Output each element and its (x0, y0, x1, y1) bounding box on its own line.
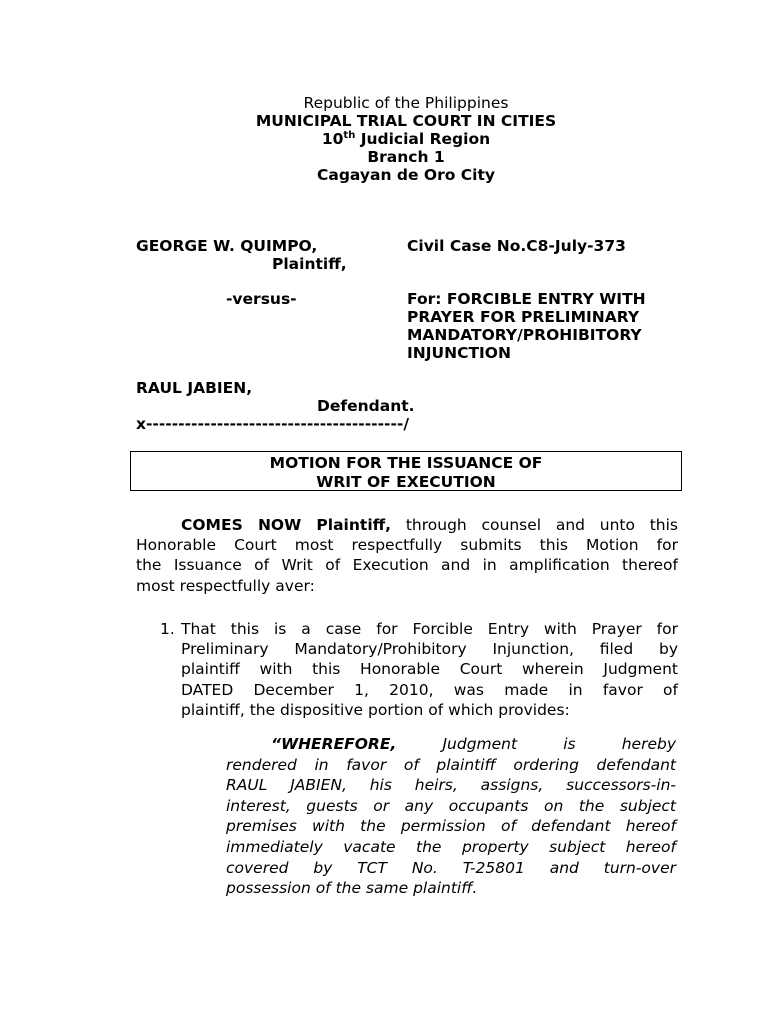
dispositive-quote (226, 734, 676, 899)
intro-line-4: most respectfully aver: (136, 576, 315, 595)
item-1-line-2: Preliminary Mandatory/Prohibitory Injunction, filed by (181, 640, 678, 659)
defendant-label: Defendant. (317, 397, 415, 415)
intro-paragraph (136, 515, 678, 596)
item-number-1: 1. (160, 620, 175, 638)
plaintiff-label: Plaintiff, (272, 255, 347, 273)
judicial-region: 10th Judicial Region (321, 129, 491, 148)
intro-line-2: Honorable Court most respectfully submits this Motion for (136, 536, 678, 555)
plaintiff-name: GEORGE W. QUIMPO, (136, 237, 318, 255)
city-line: Cagayan de Oro City (317, 166, 495, 184)
quote-line-5: premises with the permission of defendant hereof (226, 817, 676, 836)
item-1-line-1: That this is a case for Forcible Entry with Prayer for (181, 620, 678, 638)
branch-line: Branch 1 (367, 148, 445, 166)
quote-line-1: “WHEREFORE, Judgment is hereby (271, 735, 676, 753)
quote-line-8: possession of the same plaintiff. (226, 879, 478, 898)
case-nature-line-1: For: FORCIBLE ENTRY WITH (407, 290, 646, 308)
motion-title-line-1: MOTION FOR THE ISSUANCE OF (269, 454, 543, 472)
court-name: MUNICIPAL TRIAL COURT IN CITIES (255, 112, 557, 130)
quote-line-3: RAUL JABIEN, his heirs, assigns, successors-in- (226, 776, 676, 795)
quote-line-6: immediately vacate the property subject hereof (226, 837, 676, 856)
case-nature-line-4: INJUNCTION (407, 344, 511, 362)
item-1-line-3: plaintiff with this Honorable Court wherein Judgment (181, 660, 678, 679)
republic-line: Republic of the Philippines (303, 94, 509, 112)
intro-line-3: the Issuance of Writ of Execution and in amplification thereof (136, 556, 678, 575)
item-1-paragraph (181, 619, 678, 720)
quote-line-4: interest, guests or any occupants on the subject (226, 796, 676, 815)
quote-line-7: covered by TCT No. T-25801 and turn-over (226, 858, 676, 877)
caption-separator: x----------------------------------------/ (136, 415, 409, 433)
item-1-line-4: DATED December 1, 2010, was made in favor of (181, 680, 678, 699)
motion-title-box (130, 451, 682, 491)
case-number: Civil Case No.C8-July-373 (407, 237, 626, 255)
motion-title-line-2: WRIT OF EXECUTION (316, 473, 496, 491)
intro-line-1: COMES NOW Plaintiff, through counsel and unto this (181, 516, 678, 534)
versus-label: -versus- (226, 290, 297, 308)
case-nature-line-2: PRAYER FOR PRELIMINARY (407, 308, 640, 326)
case-nature-line-3: MANDATORY/PROHIBITORY (407, 326, 642, 344)
item-1-line-5: plaintiff, the dispositive portion of which provides: (181, 700, 570, 719)
defendant-name: RAUL JABIEN, (136, 379, 253, 397)
quote-line-2: rendered in favor of plaintiff ordering defendant (226, 755, 676, 774)
